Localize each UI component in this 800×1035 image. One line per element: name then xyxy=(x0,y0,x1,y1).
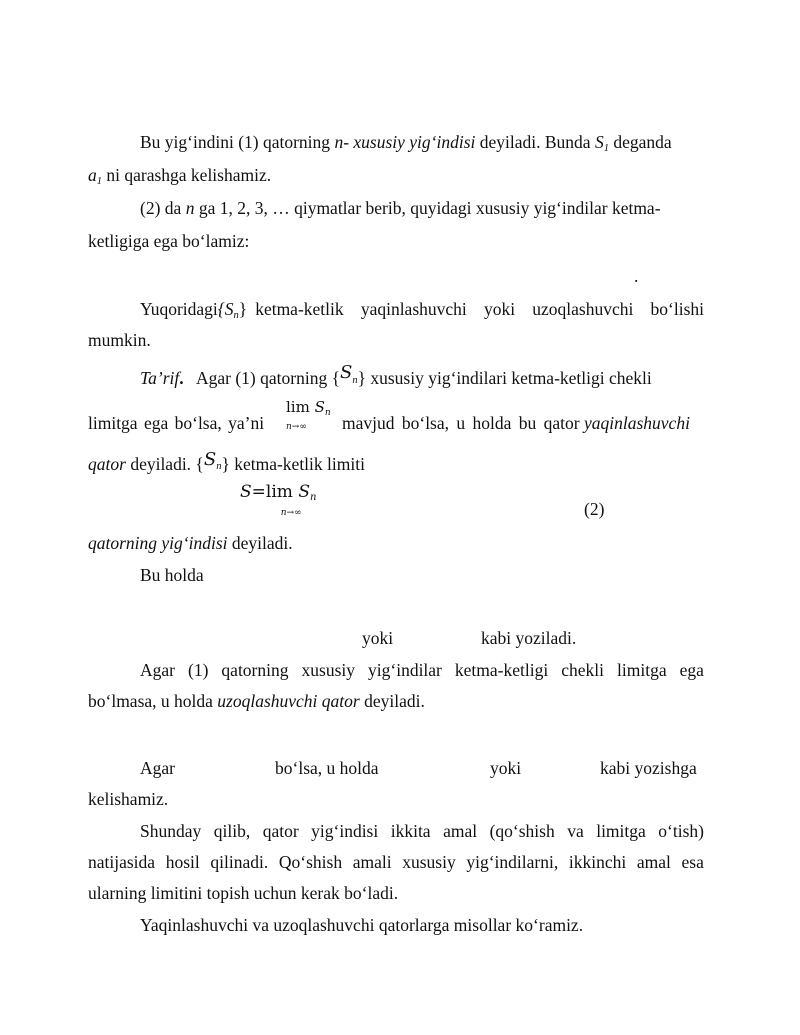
paragraph-6-line-2: kelishamiz. xyxy=(88,789,169,809)
word: xususiy xyxy=(402,852,456,872)
text: (2) da xyxy=(140,198,182,218)
word: Shunday xyxy=(140,821,202,841)
symbol-n: n xyxy=(185,198,195,218)
word: yig‘indilarni, xyxy=(466,852,559,872)
symbol-S: S xyxy=(240,482,252,502)
symbol-S: S xyxy=(339,362,353,383)
paragraph-1-line-1 xyxy=(140,131,672,160)
text: Bu yig‘indini (1) qatorning xyxy=(140,132,331,152)
symbol-a: a xyxy=(88,165,97,185)
paragraph-5-line-1 xyxy=(140,659,704,681)
word: va xyxy=(567,821,584,841)
word: xususiy xyxy=(301,660,355,680)
text: ketligiga ega bo‘lamiz: xyxy=(88,231,250,251)
limit-under: n→∞ xyxy=(280,508,302,518)
p6-kabi: kabi yozishga xyxy=(600,758,697,778)
lim-word: lim xyxy=(286,398,310,416)
word: ketma-ketligi xyxy=(454,660,549,680)
definition-line-5 xyxy=(88,532,293,554)
italic-term: qator xyxy=(88,454,126,474)
word: qatorning xyxy=(221,660,289,680)
definition-line-3 xyxy=(88,449,365,482)
text: deyiladi. Bunda xyxy=(479,132,591,152)
subscript: n xyxy=(309,492,317,503)
subscript: 1 xyxy=(96,176,102,187)
italic-term: qatorning yig‘indisi xyxy=(88,533,228,553)
word: (qo‘shish xyxy=(489,821,555,841)
p6-yoki: yoki xyxy=(490,758,522,778)
word: ikkita xyxy=(390,821,431,841)
word: amal xyxy=(443,821,478,841)
symbol-S: S xyxy=(314,398,325,416)
p6-bolsa: bo‘lsa, u holda xyxy=(275,758,379,778)
text: Agar (1) qatorning { xyxy=(196,368,340,388)
word: qator xyxy=(262,821,299,841)
word: o‘tish) xyxy=(658,821,704,841)
subscript: n xyxy=(352,375,358,386)
text: deyiladi. xyxy=(231,533,293,553)
display-formula xyxy=(240,482,316,518)
text: mumkin. xyxy=(88,330,151,350)
text: ga 1, 2, 3, … qiymatlar berib, quyidagi xususiy yig‘indilar ketma- xyxy=(198,198,661,218)
italic-term: n- xususiy yig‘indisi xyxy=(334,132,476,152)
paragraph-2-line-2 xyxy=(88,230,249,252)
word: natijasida xyxy=(88,852,156,872)
text: deyiladi. { xyxy=(130,454,204,474)
lim-word: lim xyxy=(265,482,293,502)
text: deyiladi. xyxy=(364,691,425,711)
sequence-symbol: $\{S_n\}$ xyxy=(217,299,248,321)
p6-agar: Agar xyxy=(140,758,175,778)
paragraph-8: Yaqinlashuvchi va uzoqlashuvchi qatorlarga misollar ko‘ramiz. xyxy=(140,915,584,935)
paragraph-7-line-3: ularning limitini topish uchun kerak bo‘ladi. xyxy=(88,883,399,903)
word: ikkinchi xyxy=(568,852,627,872)
word: chekli xyxy=(561,660,604,680)
paragraph-5-line-2 xyxy=(88,690,425,712)
word: limitga xyxy=(596,821,646,841)
word: Agar xyxy=(140,660,175,680)
definition-dot: . xyxy=(179,368,184,388)
word: yig‘indisi xyxy=(311,821,379,841)
text: ni qarashga kelishamiz. xyxy=(106,165,272,185)
text: ketma-ketlik yaqinlashuvchi yoki uzoqlashuvchi bo‘lishi xyxy=(255,299,704,319)
symbol-S: S xyxy=(298,482,310,502)
word: qilinadi. xyxy=(210,852,269,872)
yoki-label-1: yoki xyxy=(362,628,394,648)
paragraph-3-line-2 xyxy=(88,329,151,351)
italic-term: yaqinlashuvchi xyxy=(583,413,690,433)
formula-dot: . xyxy=(634,266,639,286)
definition-line-1 xyxy=(140,362,652,396)
text: bo‘lmasa, u holda xyxy=(88,691,213,711)
word: yig‘indilar xyxy=(368,660,442,680)
word: (1) xyxy=(188,660,209,680)
word: Qo‘shish xyxy=(278,852,343,872)
subscript: n xyxy=(324,408,331,418)
italic-term: uzoqlashuvchi qator xyxy=(217,691,360,711)
kabi-text-1: kabi yoziladi. xyxy=(481,628,577,648)
subscript: n xyxy=(216,461,222,472)
paragraph-3-line-1 xyxy=(88,298,704,327)
formula-number: (2) xyxy=(584,499,605,519)
bu-holda-line xyxy=(140,564,204,586)
text: mavjud bo‘lsa, u holda bu qator xyxy=(342,413,580,433)
word: amali xyxy=(352,852,392,872)
text: limitga ega bo‘lsa, ya’ni xyxy=(88,413,265,433)
definition-line-2-right xyxy=(342,412,690,434)
text: deganda xyxy=(613,132,672,152)
paragraph-2-line-1 xyxy=(140,197,661,219)
symbol-S: S xyxy=(594,132,604,152)
word: limitga xyxy=(617,660,667,680)
limit-formula xyxy=(286,398,346,432)
definition-line-2-left xyxy=(88,412,264,434)
paragraph-7-line-1 xyxy=(140,820,704,842)
equals-sign: = xyxy=(251,482,266,502)
text: Bu holda xyxy=(140,565,204,585)
definition-label: Ta’rif xyxy=(140,368,180,388)
word: amal xyxy=(636,852,671,872)
text: Yuqoridagi xyxy=(140,299,218,319)
word: qilib, xyxy=(213,821,251,841)
paragraph-1-line-2 xyxy=(88,164,271,193)
word: esa xyxy=(681,852,704,872)
subscript: 1 xyxy=(603,143,609,154)
text: } ketma-ketlik limiti xyxy=(221,454,365,474)
text: } xususiy yig‘indilari ketma-ketligi chekli xyxy=(357,368,652,388)
paragraph-7-line-2 xyxy=(88,851,704,873)
symbol-S: S xyxy=(203,449,217,470)
word: ega xyxy=(679,660,704,680)
limit-under: n→∞ xyxy=(286,422,307,432)
word: hosil xyxy=(165,852,200,872)
